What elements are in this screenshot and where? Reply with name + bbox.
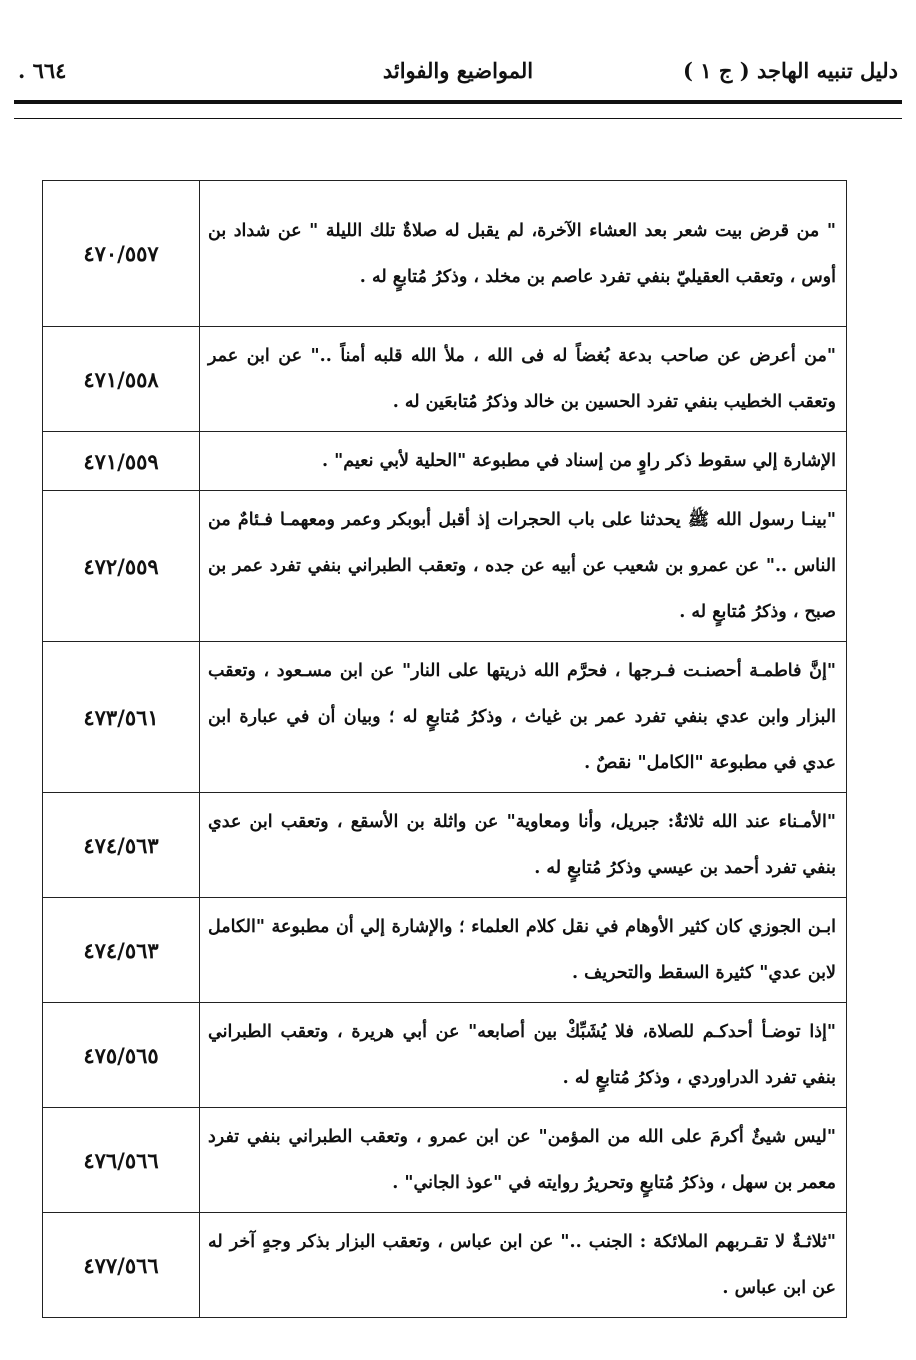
header-rule-thin	[14, 118, 902, 119]
topics-index-table	[42, 180, 847, 1318]
page-reference: ٤٧٢/٥٥٩	[43, 491, 200, 642]
section-title: المواضيع والفوائد	[382, 58, 534, 83]
topic-description: ابـن الجوزي كان كثير الأوهام في نقل كلام العلماء ؛ والإشارة إلي أن مطبوعة "الكامل لابن عدي" كثيرة السقط والتحريف .	[200, 898, 847, 1003]
page-reference: ٤٧٣/٥٦١	[43, 642, 200, 793]
topic-description: " من قرض بيت شعر بعد العشاء الآخرة، لم يقبل له صلاةٌ تلك الليلة " عن شداد بن أوس ، وتعقب العقيليّ بنفي تفرد عاصم بن مخلد ، وذكرُ مُتابعٍ له .	[200, 181, 847, 327]
topic-description: "بينـا رسول الله ﷺ يحدثنا على باب الحجرات إذ أقبل أبوبكر وعمر ومعهمـا فـئامٌ من الناس .." عن عمرو بن شعيب عن أبيه عن جده ، وتعقب الطبراني بنفي تفرد عمر بن صبح ، وذكرُ مُتابعٍ له .	[200, 491, 847, 642]
topic-description: "ثلاثـةٌ لا تقـربهم الملائكة : الجنب .." عن ابن عباس ، وتعقب البزار بذكر وجهٍ آخر له عن ابن عباس .	[200, 1213, 847, 1318]
page-reference: ٤٧٧/٥٦٦	[43, 1213, 200, 1318]
page-reference: ٤٧١/٥٥٩	[43, 432, 200, 491]
table-row	[43, 1213, 847, 1318]
page-reference: ٤٧٥/٥٦٥	[43, 1003, 200, 1108]
page-reference: ٤٧١/٥٥٨	[43, 327, 200, 432]
topic-description: "إنَّ فاطمـة أحصنـت فـرجها ، فحرَّم الله ذريتها على النار" عن ابن مسـعود ، وتعقب البزار وابن عدي بنفي تفرد عمر بن غياث ، وذكرُ مُتابعٍ له ؛ وبيان أن في عبارة ابن عدي في مطبوعة "الكامل" نقصٌ .	[200, 642, 847, 793]
table-row	[43, 327, 847, 432]
page-reference: ٤٧٦/٥٦٦	[43, 1108, 200, 1213]
table-row	[43, 642, 847, 793]
table-row	[43, 181, 847, 327]
page-reference: ٤٧٤/٥٦٣	[43, 793, 200, 898]
topic-description: "إذا توضـأ أحدكـم للصلاة، فلا يُشَبِّكْ بين أصابعه" عن أبي هريرة ، وتعقب الطبراني بنفي تفرد الدراوردي ، وذكرُ مُتابعٍ له .	[200, 1003, 847, 1108]
header-rule-thick	[14, 100, 902, 104]
table-row	[43, 491, 847, 642]
topic-description: "ليس شيئٌ أكرمَ على الله من المؤمن" عن ابن عمرو ، وتعقب الطبراني بنفي تفرد معمر بن سهل ، وذكرُ مُتابعٍ وتحريرُ روايته في "عوذ الجاني" .	[200, 1108, 847, 1213]
page-reference: ٤٧٤/٥٦٣	[43, 898, 200, 1003]
book-title: دليل تنبيه الهاجد ( ج ١ )	[683, 58, 898, 83]
page-number: ٦٦٤ .	[18, 58, 67, 83]
table-row	[43, 432, 847, 491]
table-row	[43, 898, 847, 1003]
page-reference: ٤٧٠/٥٥٧	[43, 181, 200, 327]
table-row	[43, 1108, 847, 1213]
table-row	[43, 793, 847, 898]
table-row	[43, 1003, 847, 1108]
running-header	[14, 52, 902, 96]
topic-description: الإشارة إلي سقوط ذكر راوٍ من إسناد في مطبوعة "الحلية لأبي نعيم" .	[200, 432, 847, 491]
topic-description: "الأمـناء عند الله ثلاثةٌ: جبريل، وأنا ومعاوية" عن واثلة بن الأسقع ، وتعقب ابن عدي بنفي تفرد أحمد بن عيسي وذكرُ مُتابعٍ له .	[200, 793, 847, 898]
topic-description: "من أعرض عن صاحب بدعة بُغضاً له فى الله ، ملأ الله قلبه أمناً .." عن ابن عمر وتعقب الخطيب بنفي تفرد الحسين بن خالد وذكرُ مُتابعَين له .	[200, 327, 847, 432]
